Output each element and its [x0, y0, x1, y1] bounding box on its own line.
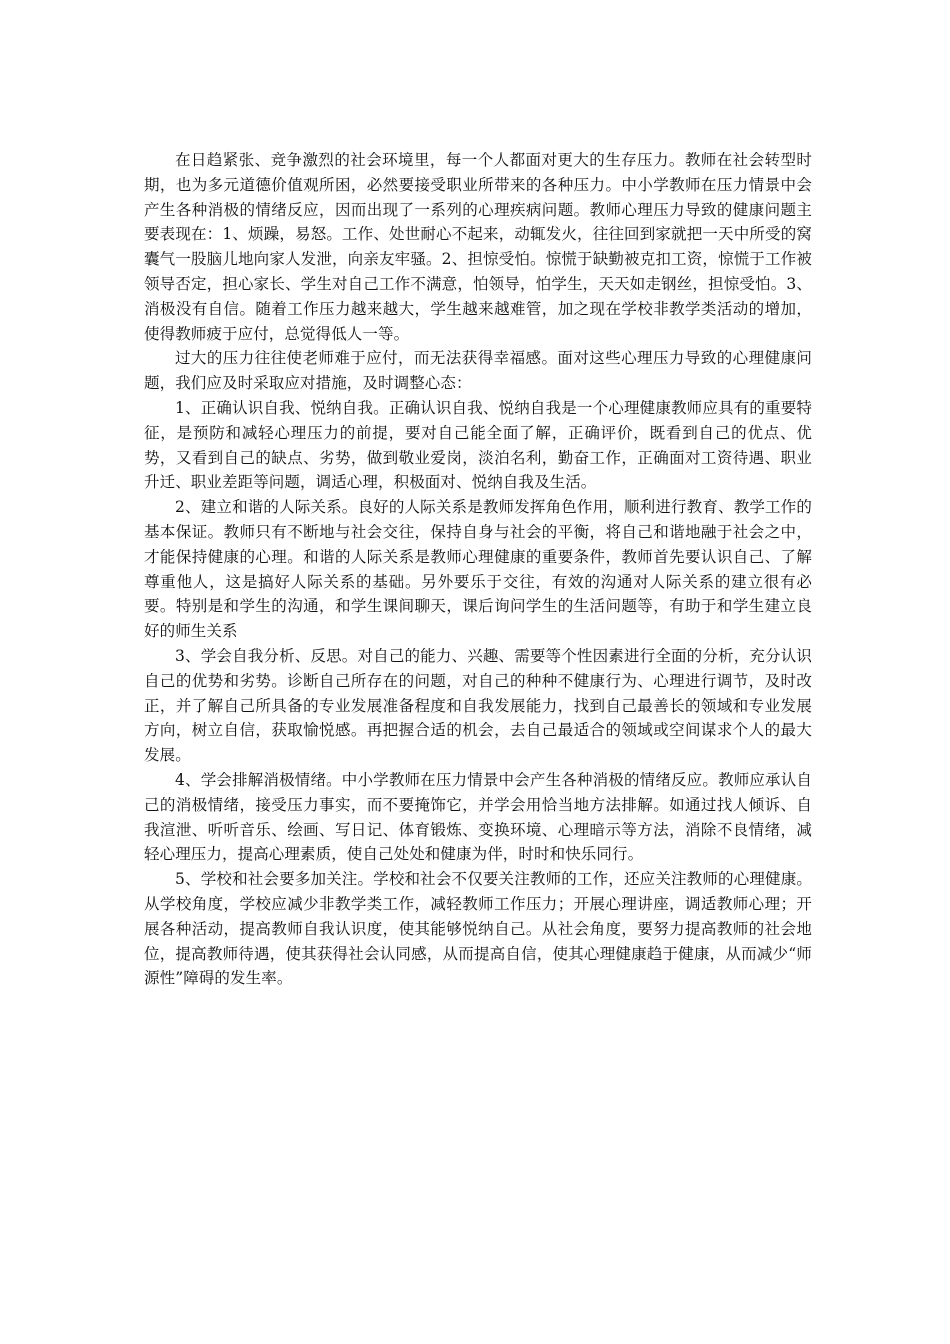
document-body	[144, 148, 812, 991]
paragraph-point-4: 4、学会排解消极情绪。中小学教师在压力情景中会产生各种消极的情绪反应。教师应承认自己的消极情绪，接受压力事实，而不要掩饰它，并学会用恰当地方法排解。如通过找人倾诉、自我渲泄、听听音乐、绘画、写日记、体育锻炼、变换环境、心理暗示等方法，消除不良情绪，减轻心理压力，提高心理素质，使自己处处和健康为伴，时时和快乐同行。	[144, 770, 812, 864]
paragraph-point-2: 2、建立和谐的人际关系。良好的人际关系是教师发挥角色作用，顺利进行教育、教学工作的基本保证。教师只有不断地与社会交往，保持自身与社会的平衡，将自己和谐地融于社会之中，才能保持健康的心理。和谐的人际关系是教师心理健康的重要条件，教师首先要认识自己、了解尊重他人，这是搞好人际关系的基础。另外要乐于交往，有效的沟通对人际关系的建立很有必要。特别是和学生的沟通，和学生课间聊天，课后询问学生的生活问题等，有助于和学生建立良好的师生关系	[144, 498, 812, 641]
paragraph-point-3: 3、学会自我分析、反思。对自己的能力、兴趣、需要等个性因素进行全面的分析，充分认识自己的优势和劣势。诊断自己所存在的问题，对自己的种种不健康行为、心理进行调节，及时改正，并了解自己所具备的专业发展准备程度和自我发展能力，找到自己最善长的领域和专业发展方向，树立自信，获取愉悦感。再把握合适的机会，去自己最适合的领域或空间谋求个人的最大发展。	[144, 646, 812, 765]
paragraph-point-5: 5、学校和社会要多加关注。学校和社会不仅要关注教师的工作，还应关注教师的心理健康。从学校角度，学校应减少非教学类工作，减轻教师工作压力；开展心理讲座，调适教师心理；开展各种活动，提高教师自我认识度，使其能够悦纳自己。从社会角度，要努力提高教师的社会地位，提高教师待遇，使其获得社会认同感，从而提高自信，使其心理健康趋于健康，从而减少“师源性”障碍的发生率。	[144, 870, 812, 988]
paragraph-transition: 过大的压力往往使老师难于应付，而无法获得幸福感。面对这些心理压力导致的心理健康问题，我们应及时采取应对措施，及时调整心态：	[144, 349, 812, 393]
paragraph-intro: 在日趋紧张、竞争激烈的社会环境里，每一个人都面对更大的生存压力。教师在社会转型时期，也为多元道德价值观所困，必然要接受职业所带来的各种压力。中小学教师在压力情景中会产生各种消极的情绪反应，因而出现了一系列的心理疾病问题。教师心理压力导致的健康问题主要表现在：1、烦躁，易怒。工作、处世耐心不起来，动辄发火，往往回到家就把一天中所受的窝囊气一股脑儿地向家人发泄，向亲友牢骚。2、担惊受怕。惊慌于缺勤被克扣工资，惊慌于工作被领导否定，担心家长、学生对自己工作不满意，怕领导，怕学生，天天如走钢丝，担惊受怕。3、消极没有自信。随着工作压力越来越大，学生越来越难管，加之现在学校非教学类活动的增加，使得教师疲于应付，总觉得低人一等。	[144, 151, 812, 343]
paragraph-point-1: 1、正确认识自我、悦纳自我。正确认识自我、悦纳自我是一个心理健康教师应具有的重要特征，是预防和减轻心理压力的前提，要对自己能全面了解，正确评价，既看到自己的优点、优势，又看到自己的缺点、劣势，做到敬业爱岗，淡泊名利，勤奋工作，正确面对工资待遇、职业升迁、职业差距等问题，调适心理，积极面对、悦纳自我及生活。	[144, 398, 812, 492]
